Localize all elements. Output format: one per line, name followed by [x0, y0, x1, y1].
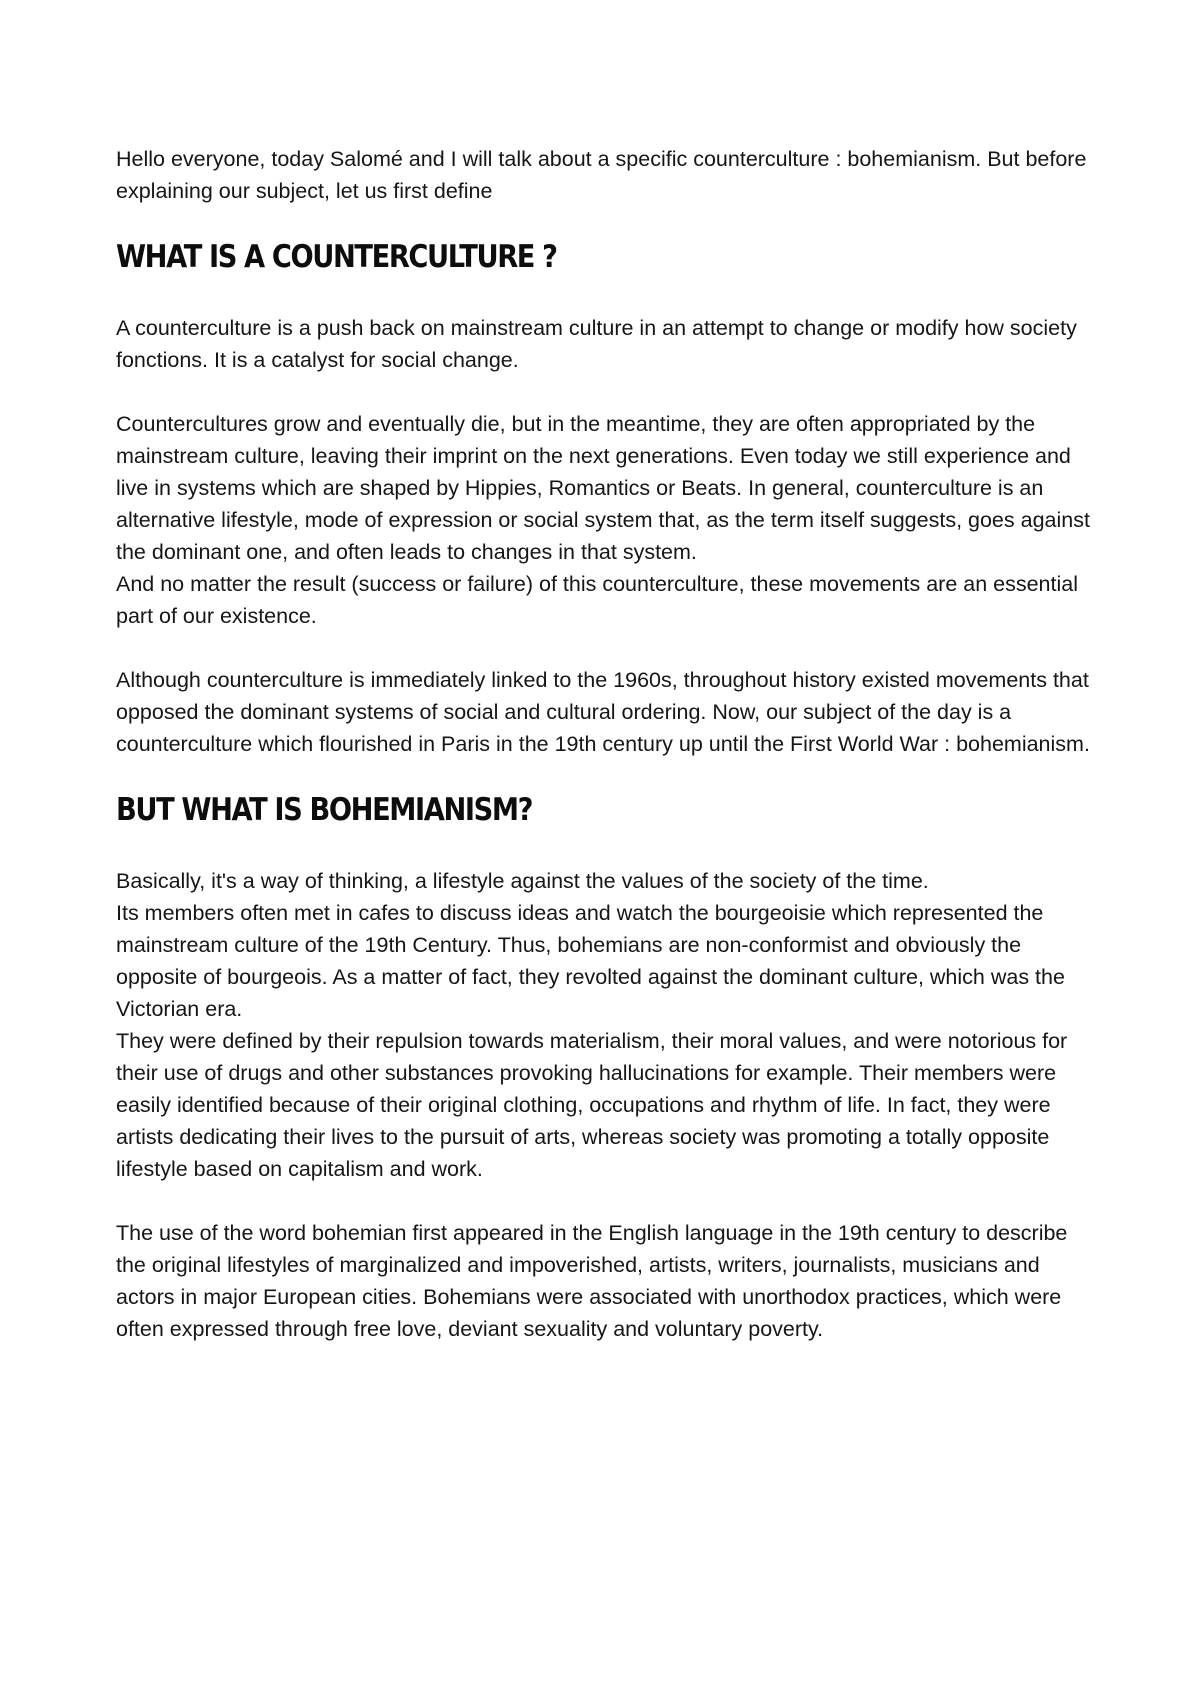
section-heading-counterculture: WHAT IS A COUNTERCULTURE ?	[116, 239, 557, 275]
spacer	[116, 207, 1096, 237]
spacer	[116, 830, 1096, 865]
paragraph-counterculture-evolution: Countercultures grow and eventually die, but in the meantime, they are often appropriated by the mainstream culture, leaving their imprint on the next generations. Even today we still experience and live in systems which are shaped by Hippies, Romantics or Beats. In general, counterculture is an alternative lifestyle, mode of expression or social system that, as the term itself suggests, goes against the dominant one, and often leads to changes in that system.	[116, 412, 1090, 564]
paragraph-counterculture-definition: A counterculture is a push back on mainstream culture in an attempt to change or modify how society fonctions. It is a catalyst for social change.	[116, 316, 1077, 372]
spacer	[116, 760, 1096, 790]
paragraph-bohemianism-values: They were defined by their repulsion towards materialism, their moral values, and were notorious for their use of drugs and other substances provoking hallucinations for example. Their members were easily identified because of their original clothing, occupations and rhythm of life. In fact, they were artists dedicating their lives to the pursuit of arts, whereas society was promoting a totally opposite lifestyle based on capitalism and work.	[116, 1029, 1068, 1181]
paragraph-bohemianism-basics: Basically, it's a way of thinking, a lifestyle against the values of the society of the time.	[116, 869, 929, 893]
intro-paragraph: Hello everyone, today Salomé and I will talk about a specific counterculture : bohemianism. But before explaining our subject, let us first define	[116, 147, 1087, 203]
spacer	[116, 277, 1096, 312]
spacer	[116, 632, 1096, 664]
section-heading-bohemianism: BUT WHAT IS BOHEMIANISM?	[116, 792, 533, 828]
spacer	[116, 1185, 1096, 1217]
paragraph-bohemianism-word-origin: The use of the word bohemian first appeared in the English language in the 19th century to describe the original lifestyles of marginalized and impoverished, artists, writers, journalists, musicians and actors in major European cities. Bohemians were associated with unorthodox practices, which were often expressed through free love, deviant sexuality and voluntary poverty.	[116, 1221, 1068, 1341]
document-page	[116, 143, 1096, 1345]
spacer	[116, 376, 1096, 408]
paragraph-counterculture-result: And no matter the result (success or failure) of this counterculture, these movements are an essential part of our existence.	[116, 572, 1078, 628]
paragraph-bohemianism-members: Its members often met in cafes to discuss ideas and watch the bourgeoisie which represented the mainstream culture of the 19th Century. Thus, bohemians are non-conformist and obviously the opposite of bourgeois. As a matter of fact, they revolted against the dominant culture, which was the Victorian era.	[116, 901, 1065, 1021]
paragraph-counterculture-history: Although counterculture is immediately linked to the 1960s, throughout history existed movements that opposed the dominant systems of social and cultural ordering. Now, our subject of the day is a counterculture which flourished in Paris in the 19th century up until the First World War : bohemianism.	[116, 668, 1090, 756]
